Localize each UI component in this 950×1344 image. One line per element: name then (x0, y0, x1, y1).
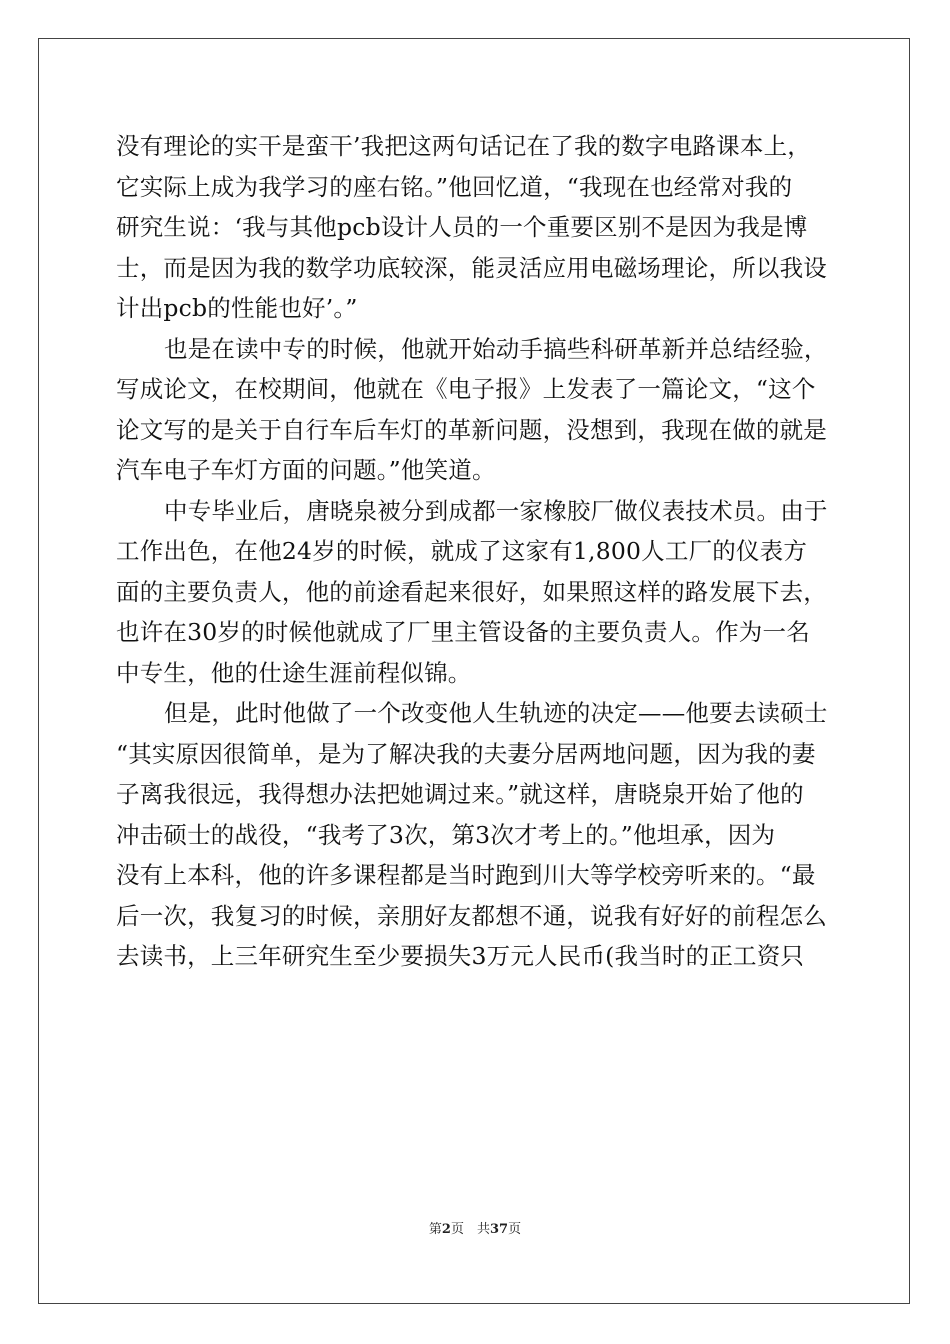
total-pages: 37 (489, 1222, 509, 1237)
text-line: 没有理论的实干是蛮干’我把这两句话记在了我的数字电路课本上， (116, 132, 811, 160)
text-line: 面的主要负责人，他的前途看起来很好，如果照这样的路发展下去， (116, 577, 827, 606)
paragraph-start-line: 但是，此时他做了一个改变他人生轨迹的决定——他要去读硕士 (164, 699, 828, 727)
text-line: “其实原因很简单，是为了解决我的夫妻分居两地问题，因为我的妻 (116, 739, 816, 768)
footer-middle: 页 共 (450, 1222, 490, 1237)
page-number: 2 (441, 1222, 451, 1237)
paragraph-start-line: 也是在读中专的时候，他就开始动手搞些科研革新并总结经验， (164, 334, 828, 363)
text-line: 它实际上成为我学习的座右铭。”他回忆道，“我现在也经常对我的 (116, 172, 793, 201)
paragraph-start-line: 中专毕业后，唐晓泉被分到成都一家橡胶厂做仪表技术员。由于 (164, 496, 828, 525)
text-line: 写成论文，在校期间，他就在《电子报》上发表了一篇论文，“这个 (116, 375, 816, 403)
text-line: 也许在30岁的时候他就成了厂里主管设备的主要负责人。作为一名 (116, 618, 810, 646)
text-line: 计出pcb的性能也好’。” (116, 294, 358, 322)
text-line: 论文写的是关于自行车后车灯的革新问题，没想到，我现在做的就是 (116, 415, 827, 444)
text-line: 汽车电子车灯方面的问题。”他笑道。 (116, 456, 496, 484)
page-footer (0, 1218, 950, 1237)
text-line: 没有上本科，他的许多课程都是当时跑到川大等学校旁听来的。“最 (116, 861, 816, 889)
document-body (116, 126, 836, 977)
footer-prefix: 第 (428, 1222, 442, 1237)
text-line: 子离我很远，我得想办法把她调过来。”就这样，唐晓泉开始了他的 (116, 780, 804, 808)
text-line: 士，而是因为我的数学功底较深，能灵活应用电磁场理论，所以我设 (116, 253, 827, 282)
text-line: 后一次，我复习的时候，亲朋好友都想不通，说我有好好的前程怎么 (116, 901, 827, 930)
text-line: 研究生说：‘我与其他pcb设计人员的一个重要区别不是因为我是博 (116, 213, 808, 241)
text-line: 去读书，上三年研究生至少要损失3万元人民币(我当时的正工资只 (116, 942, 805, 970)
text-line: 工作出色，在他24岁的时候，就成了这家有1,800人工厂的仪表方 (116, 537, 808, 565)
text-line: 冲击硕士的战役，“我考了3次，第3次才考上的。”他坦承，因为 (116, 820, 776, 849)
footer-suffix: 页 (508, 1222, 522, 1237)
text-line: 中专生，他的仕途生涯前程似锦。 (116, 658, 472, 687)
